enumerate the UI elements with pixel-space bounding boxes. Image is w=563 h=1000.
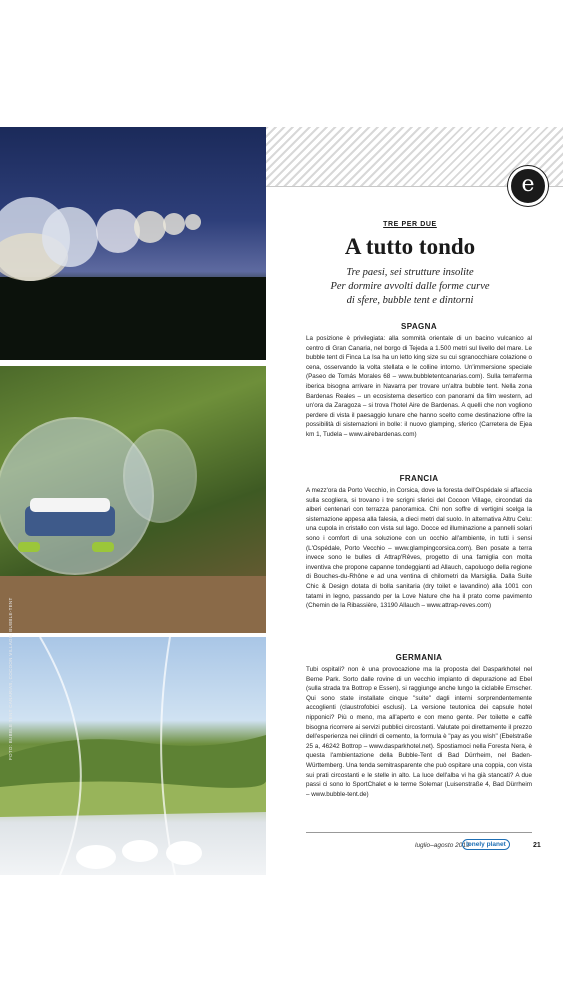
photo-credit: FOTO: BUBBLE TENT CANARIAS, COCOON VILLAGE, BUBBLE-TENT (8, 597, 13, 760)
photo-bubble-tent-meadow (0, 637, 266, 875)
issue-date: luglio–agosto 2019 (415, 842, 470, 849)
subhead-line: Tre paesi, sei strutture insolite (346, 267, 474, 278)
section-body-francia: A mezz'ora da Porto Vecchio, in Corsica, dove la foresta dell'Ospédale si affaccia sulla scogliera, si trovano i tre scrigni sferici del Cocoon Village, circondati da alberi centenari con terrazza panoramica. Chi non soffre di vertigini scelga la sistemazione appesa alla falesia, a dieci metri dal suolo. In alternativa Altru Celu: una cupola in cristallo con vista sul lago. Docce ed illuminazione a pannelli solari sono i comfort di una soluzione con un occhio all'ambiente, in tutti i sensi (L'Ospédale, Porto Vecchio – www.glampingcorsica.com). Ben posate a terra invece sono le bulles di Attrap'Rêves, progetto di una famiglia con molta inventiva che propone capanne tondeggianti ad Allauch, capoluogo della regione di Bouches-du-Rhône e ad una ventina di chilometri da Marsiglia. Dalla Suite Chic & Design dotata di bolla sanitaria (dry toilet e lavandino) alla 1001 con tatami in legno, passando per la Love Nature che ha il prato come pavimento (Chemin de la Ribassière, 13190 Allauch – www.attrap-reves.com) (306, 487, 532, 610)
section-body-germania: Tubi ospitali? non è una provocazione ma la proposta del Dasparkhotel nel Berne Park. Sorto dalle rovine di un vecchio impianto di depurazione ad Ebel (sulla strada tra Bottrop e Essen), si raggiunge anche lungo la ciclabile Emscher. Qui sono state installate cinque "suite" dagli interni sorprendentemente accoglienti (claustrofobici esclusi). La versione teutonica dei capsule hotel nipponici? Più o meno, ma all'aperto e con meno gente. Per toilette e caffè bisogna ricorrere ai servizi pubblici circostanti. Valutate poi direttamente il prezzo dell'esperienza nei cilindri di cemento, la formula è "pay as you wish" (Ebelstraße 25 a, 46242 Bottrop – www.dasparkhotel.net). Spostiamoci nella Foresta Nera, è questa l'ambientazione della Bubble-Tent di Bad Dürrheim, nel Baden-Württemberg. Una tenda semitrasparente che può ospitare una coppia, con vista sui prati circostanti e le stelle in alto. La luce dell'alba vi ha già stancati? A due passi ci sono lo SportChalet e le terme Solemar (Luisenstraße 4, Bad Dürrheim – www.bubble-tent.de) (306, 666, 532, 798)
bubble-tents-illustration (0, 127, 266, 360)
section-francia (306, 474, 532, 611)
footer-rule (306, 832, 532, 833)
section-title-germania: GERMANIA (395, 653, 443, 662)
kicker: TRE PER DUE (383, 221, 437, 228)
section-badge-icon: e (508, 166, 548, 206)
subhead-line: di sfere, bubble tent e dintorni (346, 295, 474, 306)
photo-bubble-tents-night (0, 127, 266, 360)
forest-bubble-illustration (0, 366, 266, 633)
section-germania (306, 653, 532, 799)
meadow-bubble-illustration (0, 637, 266, 875)
photo-bubble-tent-forest (0, 366, 266, 633)
section-spagna (306, 322, 532, 440)
subhead-line: Per dormire avvolti dalle forme curve (330, 281, 490, 292)
page-title: A tutto tondo (344, 234, 476, 259)
section-title-francia: FRANCIA (399, 474, 439, 483)
section-title-spagna: SPAGNA (400, 322, 438, 331)
section-body-spagna: La posizione è privilegiata: alla sommità orientale di un bacino vulcanico al centro di Gran Canaria, nel borgo di Tejeda a 1.500 metri sul livello del mare. Le bubble tent di Finca La Isa ha un letto king size su cui sgranocchiare colazione o cena, osservando la volta stellata e le colline intorno. Un'immersione speciale (Paseo de Tomás Morales 68 – www.bubbletentcanarias.com). Sulla terraferma iberica bisogna arrivare in Navarra per trovare un'altra bubble tent. Nella zona Bardenas Reales – un ecosistema desertico con panorami da film western, ad un'ora da Zaragoza – si trova l'hotel Aire de Bardenas. A quelli che non vogliono perdere di vista il paesaggio lunare che hanno scelto come destinazione offre la possibilità di sistemazioni in bolle: il nuovo glamping, sferico (Carretera de Ejea km 1, Tudela – www.airebardenas.com) (306, 335, 532, 438)
brand-logo: lonely planet (462, 839, 510, 850)
subhead (280, 266, 540, 308)
page-number: 21 (533, 842, 541, 849)
